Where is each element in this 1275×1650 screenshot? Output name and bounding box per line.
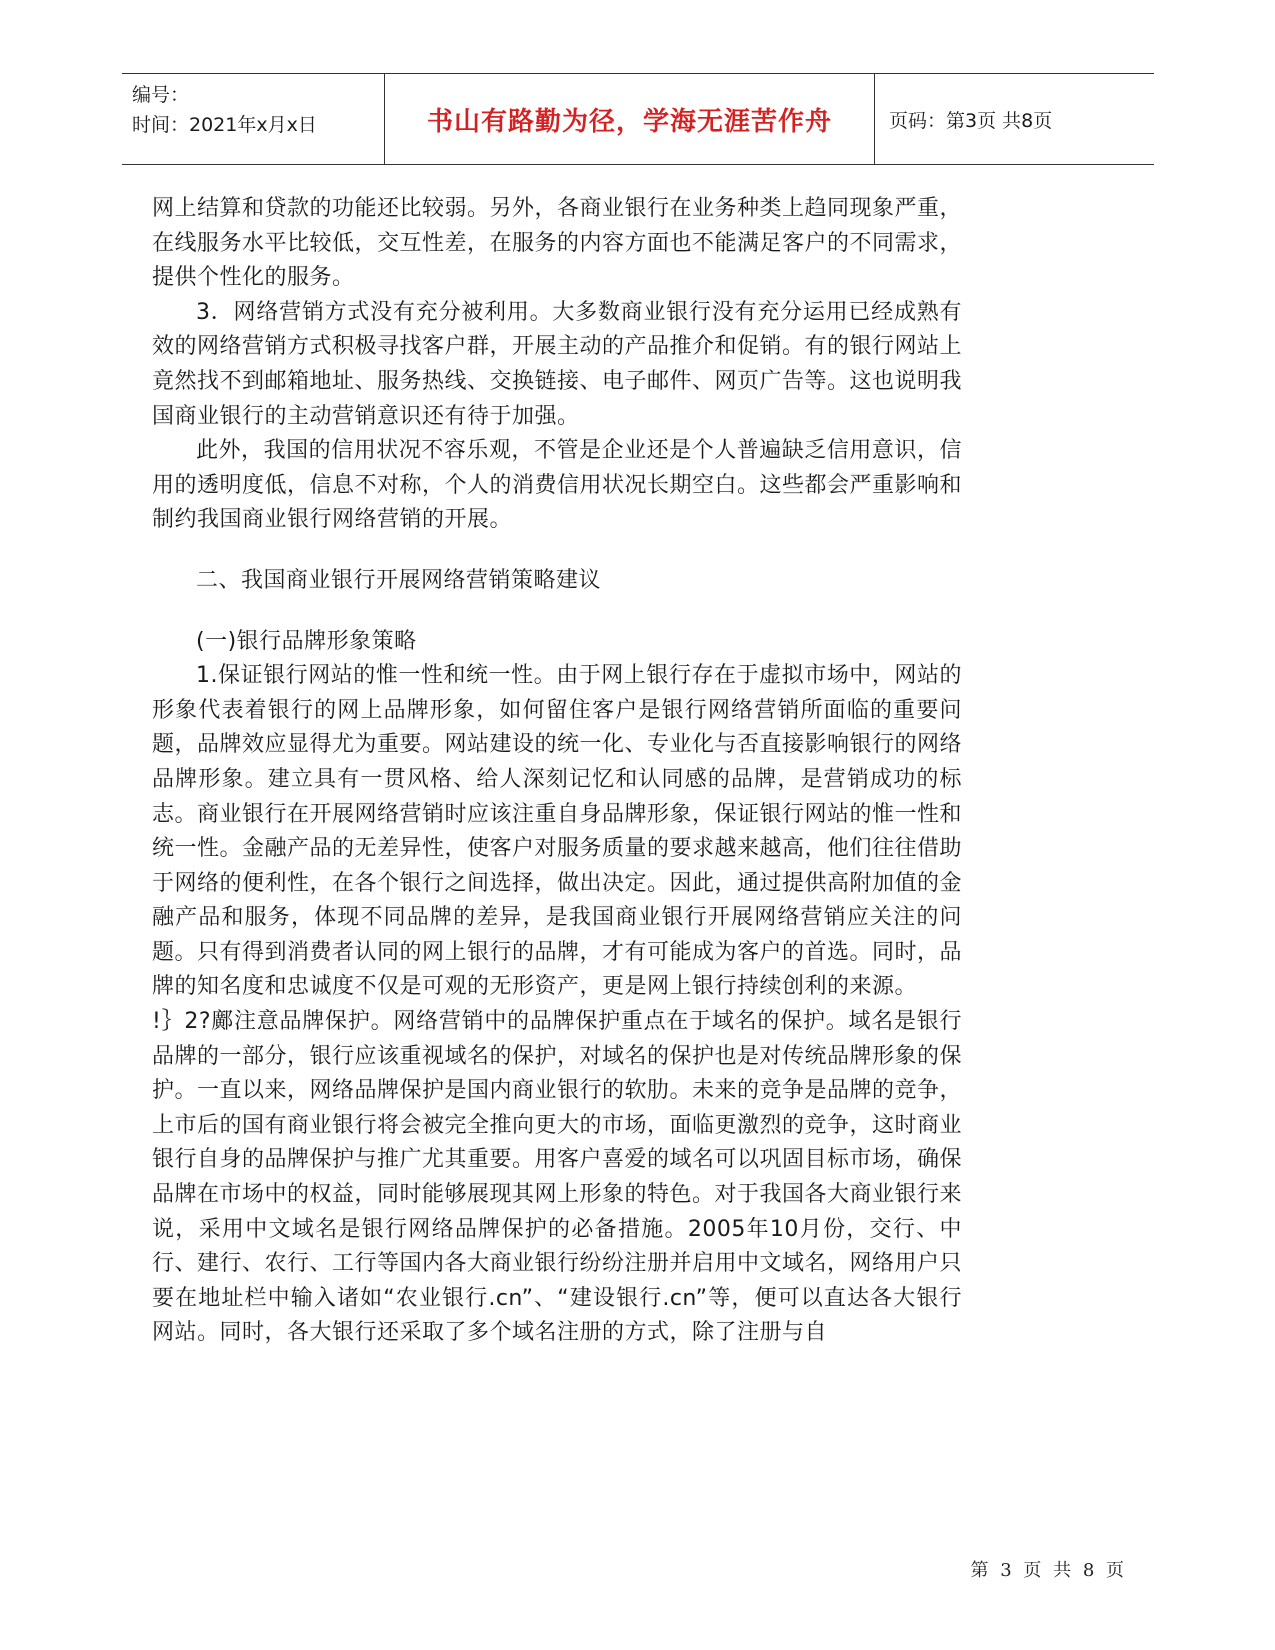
garbled-prefix: !｝2?鄺 (152, 1009, 235, 1035)
paragraph-3: 此外，我国的信用状况不容乐观，不管是企业还是个人普遍缺乏信用意识，信用的透明度低，信息不对称，个人的消费信用状况长期空白。这些都会严重影响和制约我国商业银行网络营销的开展。 (152, 438, 963, 533)
subsection-heading: (一)银行品牌形象策略 (196, 628, 417, 654)
motto-text: 书山有路勤为径，学海无涯苦作舟 (426, 106, 832, 137)
page-footer: 第 3 页 共 8 页 (970, 1560, 1127, 1581)
time-label: 时间：2021年x月x日 (132, 114, 317, 136)
paragraph-5-text: 注意品牌保护。网络营销中的品牌保护重点在于域名的保护。域名是银行品牌的一部分，银行应该重视域名的保护，对域名的保护也是对传统品牌形象的保护。一直以来，网络品牌保护是国内商业银行的软肋。未来的竞争是品牌的竞争，上市后的国有商业银行将会被完全推向更大的市场，面临更激烈的竞争，这时商业银行自身的品牌保护与推广尤其重要。用客户喜爱的域名可以巩固目标市场，确保品牌在市场中的权益，同时能够展现其网上形象的特色。对于我国各大商业银行来说，采用中文域名是银行网络品牌保护的必备措施。2005年10月份，交行、中行、建行、农行、工行等国内各大商业银行纷纷注册并启用中文域名，网络用户只要在地址栏中输入诸如“农业银行.cn”、“建设银行.cn”等，便可以直达各大银行网站。同时，各大银行还采取了多个域名注册的方式，除了注册与自 (152, 1009, 963, 1346)
header-meta-cell (122, 74, 385, 164)
paragraph-4: 1.保证银行网站的惟一性和统一性。由于网上银行存在于虚拟市场中，网站的形象代表着银行的网上品牌形象，如何留住客户是银行网络营销所面临的重要问题，品牌效应显得尤为重要。网站建设的统一化、专业化与否直接影响银行的网络品牌形象。建立具有一贯风格、给人深刻记忆和认同感的品牌，是营销成功的标志。商业银行在开展网络营销时应该注重自身品牌形象，保证银行网站的惟一性和统一性。金融产品的无差异性，使客户对服务质量的要求越来越高，他们往往借助于网络的便利性，在各个银行之间选择，做出决定。因此，通过提供高附加值的金融产品和服务，体现不同品牌的差异，是我国商业银行开展网络营销应关注的问题。只有得到消费者认同的网上银行的品牌，才有可能成为客户的首选。同时，品牌的知名度和忠诚度不仅是可观的无形资产，更是网上银行持续创利的来源。 (152, 663, 963, 1000)
page-info: 页码：第3页 共8页 (889, 109, 1053, 132)
number-label: 编号： (132, 84, 190, 106)
document-header (122, 73, 1154, 165)
header-motto-cell (385, 74, 875, 164)
paragraph-2: 3．网络营销方式没有充分被利用。大多数商业银行没有充分运用已经成熟有效的网络营销方式积极寻找客户群，开展主动的产品推介和促销。有的银行网站上竟然找不到邮箱地址、服务热线、交换链接、电子邮件、网页广告等。这也说明我国商业银行的主动营销意识还有待于加强。 (152, 299, 963, 429)
paragraph-1: 网上结算和贷款的功能还比较弱。另外，各商业银行在业务种类上趋同现象严重，在线服务水平比较低，交互性差，在服务的内容方面也不能满足客户的不同需求，提供个性化的服务。 (152, 196, 963, 291)
paragraph-5 (152, 1005, 962, 1351)
section-heading: 二、我国商业银行开展网络营销策略建议 (196, 567, 602, 593)
header-page-cell (875, 74, 1154, 164)
document-body (152, 192, 962, 1351)
